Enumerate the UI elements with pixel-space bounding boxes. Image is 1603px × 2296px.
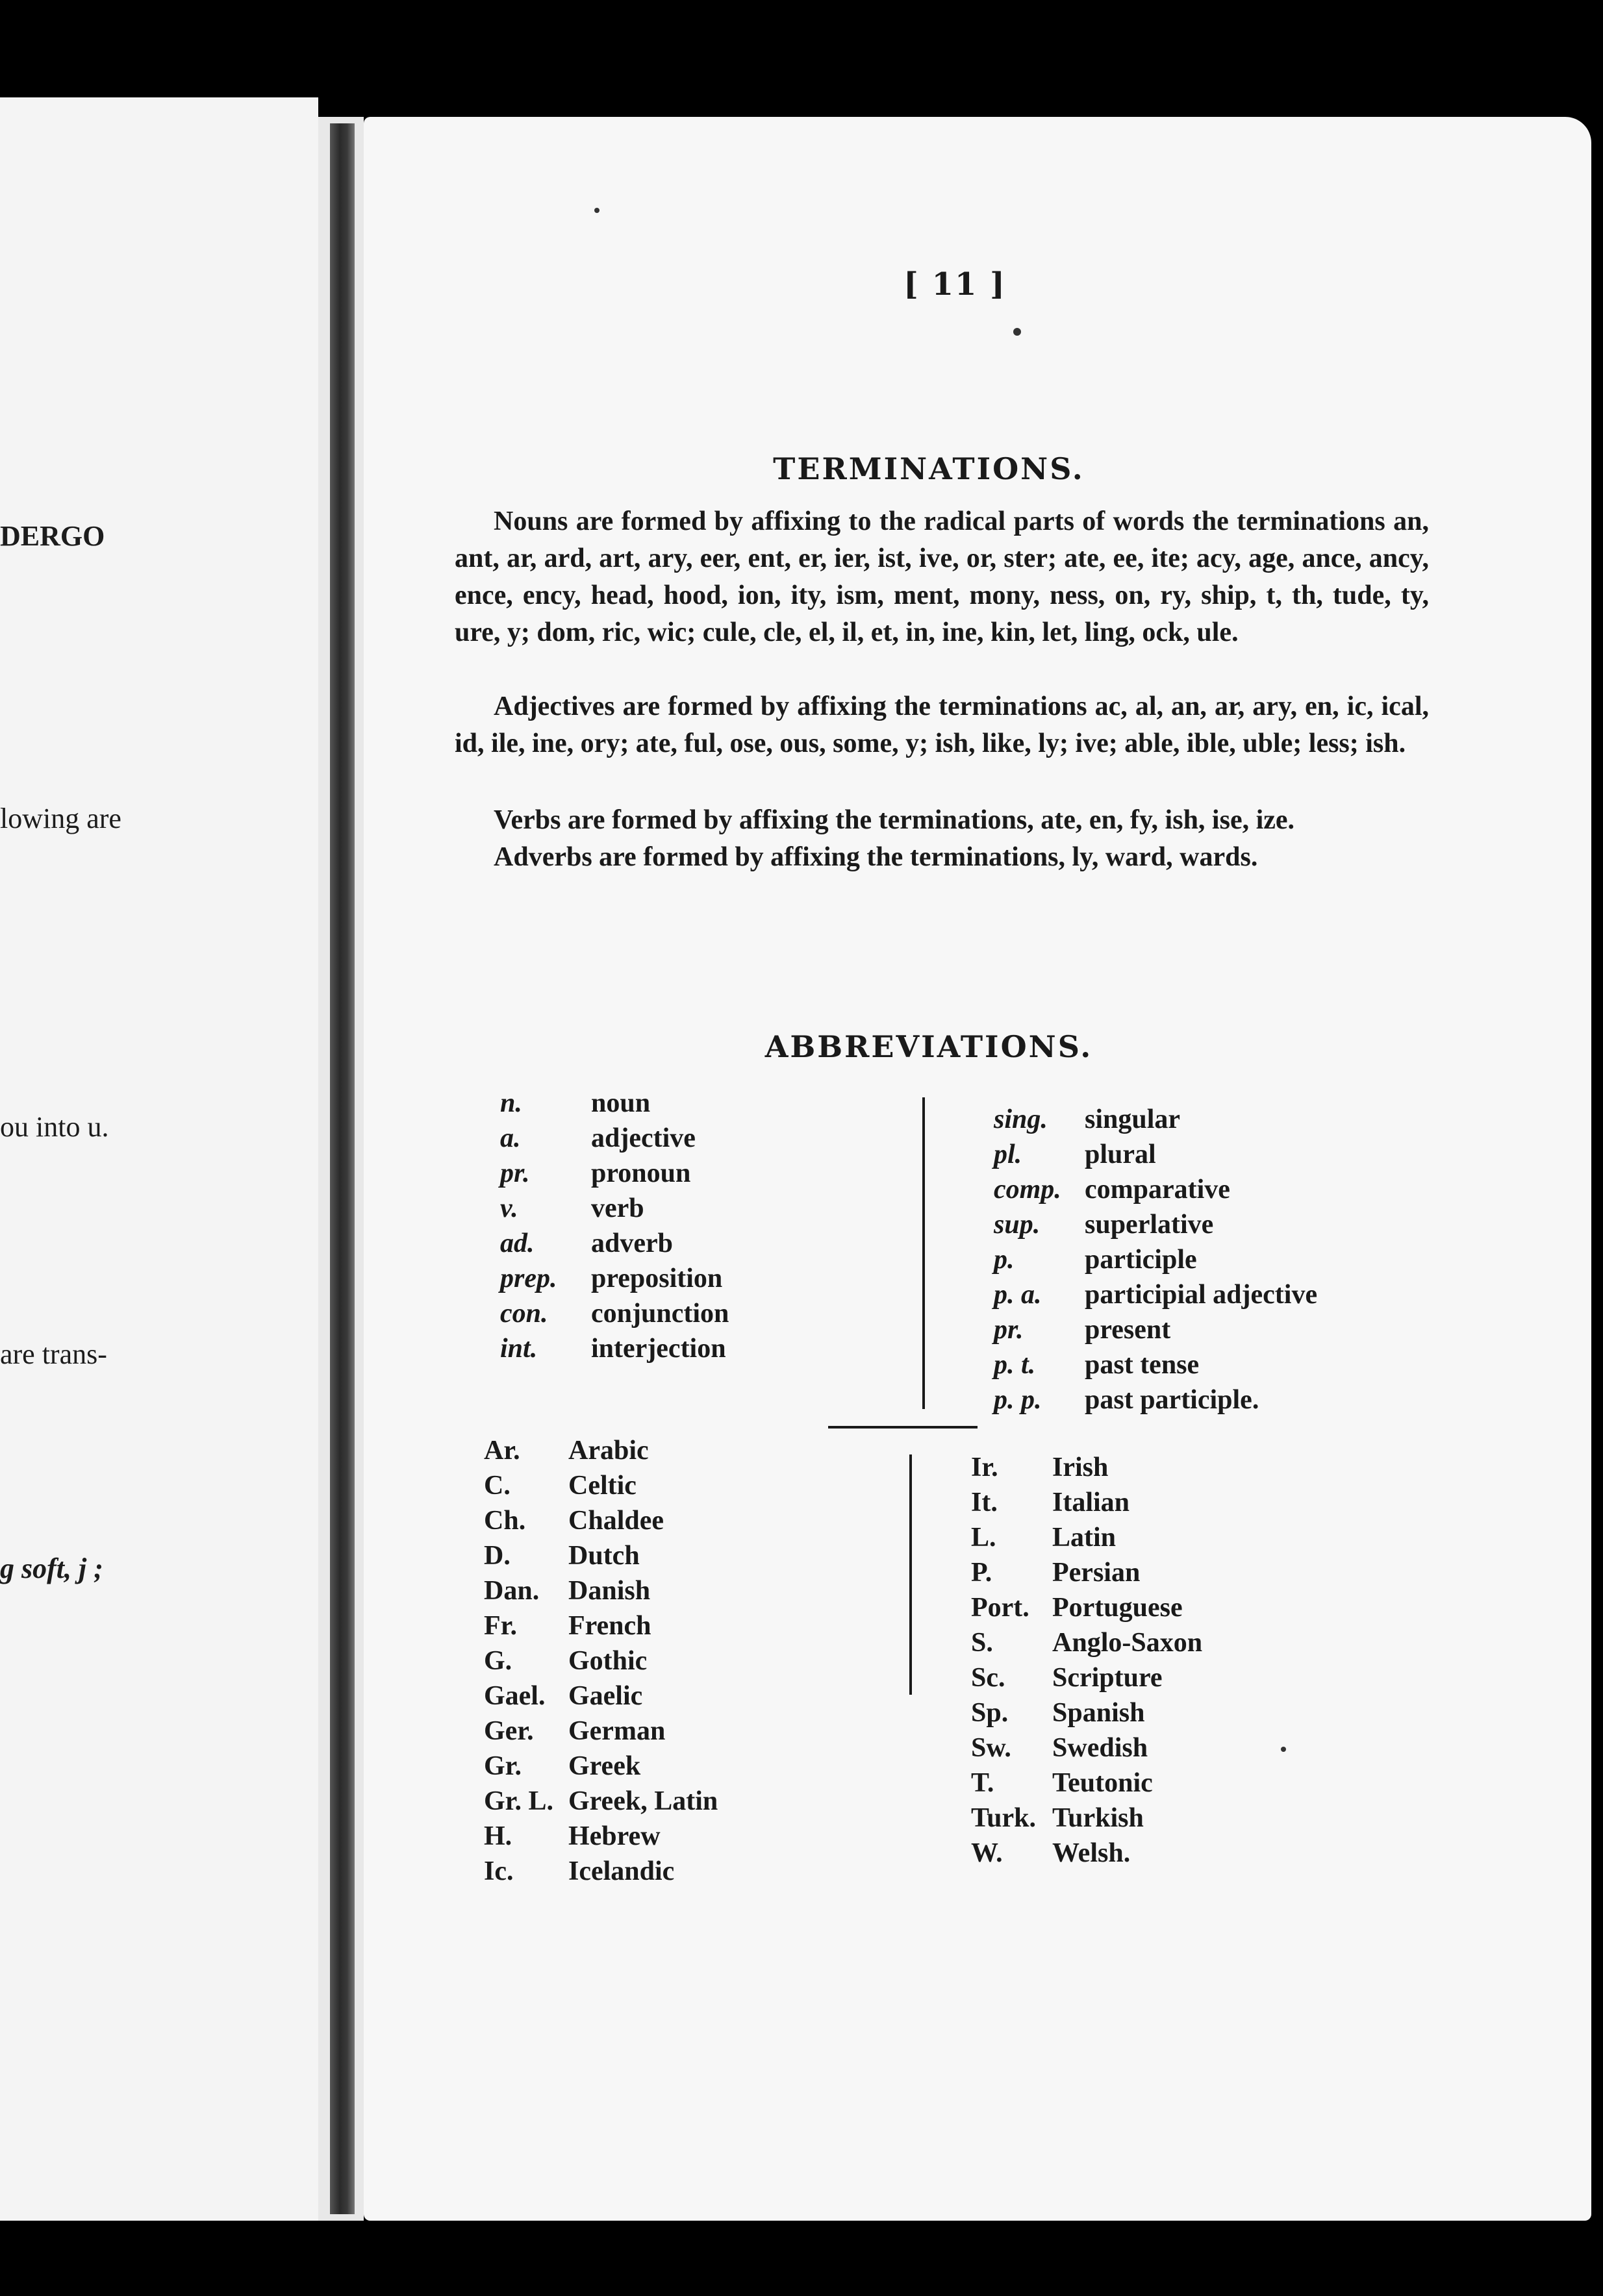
nouns-text: Nouns are formed by affixing to the radical parts of words the terminations an, ant, ar, ard, art, ary, eer, ent, er, ier, ist, ive, or, ster; ate, ee, ite; acy, age, ance, ancy, ence, ency, head, hood, ion, ity, ism, ment, mony, ness, on, ry, ship, t, th, tude, ty, ure, y; dom, ric, wic; cule, cle, el, il, et, in, ine, kin, let, ling, ock, ule. bbox=[455, 506, 1429, 647]
left-page-fragment: lowing are bbox=[0, 803, 121, 834]
abbreviation-code: int. bbox=[500, 1334, 538, 1364]
abbreviation-row bbox=[484, 1610, 651, 1641]
page-number: [ 11 ] bbox=[903, 266, 1006, 303]
abbreviation-row bbox=[500, 1158, 690, 1189]
abbreviation-code: Ic. bbox=[484, 1856, 514, 1886]
abbreviation-code: p. bbox=[994, 1245, 1015, 1275]
section-divider bbox=[828, 1426, 978, 1429]
abbreviation-code: pl. bbox=[994, 1140, 1022, 1169]
abbreviation-meaning: Swedish bbox=[1052, 1733, 1148, 1763]
abbreviation-code: sup. bbox=[994, 1210, 1041, 1240]
abbreviation-row bbox=[971, 1732, 1148, 1764]
abbreviation-code: H. bbox=[484, 1821, 512, 1851]
abbreviation-meaning: comparative bbox=[1085, 1175, 1230, 1204]
left-page-fragment: ou into u. bbox=[0, 1111, 109, 1143]
abbreviation-meaning: adverb bbox=[591, 1229, 673, 1258]
adjectives-paragraph bbox=[455, 688, 1429, 762]
abbreviation-code: Gr. bbox=[484, 1751, 522, 1781]
adverbs-paragraph bbox=[455, 839, 1429, 876]
abbreviation-code: comp. bbox=[994, 1175, 1061, 1204]
adjectives-text: Adjectives are formed by affixing the terminations ac, al, an, ar, ary, en, ic, ical, id, ile, ine, ory; ate, ful, ose, ous, some, y; ish, like, ly; ive; able, ible, uble; less; ish. bbox=[455, 692, 1429, 758]
abbreviation-row bbox=[971, 1522, 1116, 1553]
abbreviation-row bbox=[971, 1767, 1153, 1799]
abbreviation-meaning: verb bbox=[591, 1193, 644, 1223]
abbreviation-row bbox=[994, 1209, 1213, 1240]
abbreviation-code: p. t. bbox=[994, 1350, 1036, 1380]
abbreviation-meaning: Italian bbox=[1052, 1488, 1130, 1517]
abbreviation-row bbox=[484, 1716, 665, 1747]
abbreviation-meaning: superlative bbox=[1085, 1210, 1214, 1240]
abbreviation-code: D. bbox=[484, 1541, 511, 1571]
abbreviation-meaning: noun bbox=[591, 1088, 651, 1118]
abbreviation-code: a. bbox=[500, 1123, 521, 1153]
abbreviation-row bbox=[971, 1662, 1163, 1693]
abbreviation-meaning: participle bbox=[1085, 1245, 1197, 1275]
abbreviation-row bbox=[500, 1123, 696, 1154]
abbreviation-row bbox=[500, 1298, 729, 1329]
abbreviation-meaning: Teutonic bbox=[1052, 1768, 1153, 1798]
abbreviation-meaning: conjunction bbox=[591, 1299, 729, 1329]
abbreviation-code: con. bbox=[500, 1299, 548, 1329]
abbreviation-code: p. p. bbox=[994, 1385, 1042, 1415]
abbreviation-meaning: Anglo-Saxon bbox=[1052, 1628, 1203, 1658]
abbreviation-code: S. bbox=[971, 1628, 993, 1658]
abbreviation-meaning: plural bbox=[1085, 1140, 1156, 1169]
abbreviation-code: ad. bbox=[500, 1229, 535, 1258]
abbreviation-row bbox=[971, 1838, 1130, 1869]
ink-speck bbox=[1281, 1747, 1286, 1752]
abbreviation-meaning: interjection bbox=[591, 1334, 726, 1364]
abbreviation-row bbox=[484, 1505, 664, 1536]
abbreviation-row bbox=[484, 1470, 637, 1501]
abbreviation-row bbox=[500, 1263, 722, 1294]
column-divider bbox=[909, 1454, 912, 1695]
abbreviation-code: Ch. bbox=[484, 1506, 526, 1536]
abbreviation-meaning: Gaelic bbox=[568, 1681, 643, 1711]
abbreviation-code: It. bbox=[971, 1488, 998, 1517]
abbreviation-row bbox=[484, 1435, 649, 1466]
abbreviation-row bbox=[994, 1314, 1170, 1345]
abbreviation-meaning: Latin bbox=[1052, 1523, 1117, 1553]
abbreviation-meaning: past participle. bbox=[1085, 1385, 1259, 1415]
abbreviation-meaning: Scripture bbox=[1052, 1663, 1163, 1693]
left-page-fragment: DERGO bbox=[0, 520, 105, 552]
abbreviation-row bbox=[994, 1349, 1199, 1380]
abbreviation-meaning: Hebrew bbox=[568, 1821, 661, 1851]
abbreviation-code: C. bbox=[484, 1471, 511, 1501]
abbreviation-meaning: Chaldee bbox=[568, 1506, 664, 1536]
abbreviation-code: sing. bbox=[994, 1104, 1048, 1134]
abbreviation-code: Gr. L. bbox=[484, 1786, 553, 1816]
abbreviation-row bbox=[484, 1821, 661, 1852]
abbreviation-row bbox=[971, 1592, 1183, 1623]
abbreviation-meaning: Portuguese bbox=[1052, 1593, 1183, 1623]
abbreviation-code: T. bbox=[971, 1768, 994, 1798]
ink-speck bbox=[594, 208, 600, 213]
abbreviation-code: Sw. bbox=[971, 1733, 1011, 1763]
abbreviation-code: Port. bbox=[971, 1593, 1029, 1623]
abbreviation-meaning: Welsh. bbox=[1052, 1838, 1131, 1868]
abbreviation-code: Sc. bbox=[971, 1663, 1005, 1693]
abbreviation-row bbox=[971, 1557, 1140, 1588]
terminations-heading: TERMINATIONS. bbox=[773, 451, 1085, 486]
abbreviations-heading: ABBREVIATIONS. bbox=[764, 1029, 1093, 1064]
nouns-paragraph bbox=[455, 503, 1429, 651]
abbreviation-meaning: Irish bbox=[1052, 1453, 1109, 1482]
verbs-paragraph bbox=[455, 802, 1429, 839]
ink-speck bbox=[1013, 328, 1021, 336]
abbreviation-row bbox=[971, 1487, 1130, 1518]
abbreviation-meaning: pronoun bbox=[591, 1158, 691, 1188]
abbreviation-code: Gael. bbox=[484, 1681, 546, 1711]
abbreviation-meaning: adjective bbox=[591, 1123, 696, 1153]
abbreviation-meaning: Persian bbox=[1052, 1558, 1141, 1588]
abbreviation-row bbox=[994, 1174, 1230, 1205]
verbs-text: Verbs are formed by affixing the terminations, ate, en, fy, ish, ise, ize. bbox=[494, 805, 1295, 835]
abbreviation-meaning: Greek, Latin bbox=[568, 1786, 718, 1816]
abbreviation-code: pr. bbox=[500, 1158, 530, 1188]
abbreviation-meaning: Greek bbox=[568, 1751, 641, 1781]
abbreviation-row bbox=[971, 1452, 1108, 1483]
abbreviation-meaning: Dutch bbox=[568, 1541, 640, 1571]
left-page-fragment: g soft, j ; bbox=[0, 1553, 103, 1584]
abbreviation-row bbox=[500, 1333, 726, 1364]
abbreviation-code: G. bbox=[484, 1646, 512, 1676]
abbreviation-meaning: French bbox=[568, 1611, 651, 1641]
abbreviation-meaning: Celtic bbox=[568, 1471, 637, 1501]
abbreviation-code: Turk. bbox=[971, 1803, 1037, 1833]
abbreviation-row bbox=[994, 1279, 1317, 1310]
abbreviation-row bbox=[971, 1627, 1202, 1658]
abbreviation-meaning: German bbox=[568, 1716, 666, 1746]
abbreviation-row bbox=[971, 1697, 1144, 1728]
left-page-fragment: are trans- bbox=[0, 1338, 107, 1370]
abbreviation-meaning: Icelandic bbox=[568, 1856, 675, 1886]
abbreviation-code: p. a. bbox=[994, 1280, 1042, 1310]
abbreviation-meaning: participial adjective bbox=[1085, 1280, 1318, 1310]
abbreviation-row bbox=[484, 1645, 647, 1677]
abbreviation-meaning: singular bbox=[1085, 1104, 1181, 1134]
book-spine bbox=[330, 123, 355, 2214]
abbreviation-meaning: past tense bbox=[1085, 1350, 1200, 1380]
abbreviation-meaning: Turkish bbox=[1052, 1803, 1144, 1833]
abbreviation-meaning: Arabic bbox=[568, 1436, 649, 1466]
abbreviation-code: Ger. bbox=[484, 1716, 534, 1746]
abbreviation-row bbox=[484, 1751, 640, 1782]
abbreviation-meaning: Spanish bbox=[1052, 1698, 1145, 1728]
abbreviation-meaning: Danish bbox=[568, 1576, 651, 1606]
abbreviation-code: Ir. bbox=[971, 1453, 998, 1482]
abbreviation-code: prep. bbox=[500, 1264, 557, 1293]
abbreviation-row bbox=[994, 1384, 1259, 1416]
abbreviation-row bbox=[500, 1193, 644, 1224]
abbreviation-meaning: preposition bbox=[591, 1264, 723, 1293]
abbreviation-row bbox=[484, 1575, 650, 1606]
abbreviation-code: Fr. bbox=[484, 1611, 517, 1641]
abbreviation-code: pr. bbox=[994, 1315, 1024, 1345]
abbreviation-code: Ar. bbox=[484, 1436, 520, 1466]
adverbs-text: Adverbs are formed by affixing the terminations, ly, ward, wards. bbox=[494, 842, 1258, 872]
abbreviation-meaning: present bbox=[1085, 1315, 1171, 1345]
abbreviation-row bbox=[484, 1540, 640, 1571]
abbreviation-row bbox=[500, 1088, 650, 1119]
abbreviation-row bbox=[484, 1856, 674, 1887]
abbreviation-code: Sp. bbox=[971, 1698, 1009, 1728]
abbreviation-meaning: Gothic bbox=[568, 1646, 648, 1676]
abbreviation-code: Dan. bbox=[484, 1576, 540, 1606]
abbreviation-row bbox=[994, 1244, 1197, 1275]
abbreviation-code: n. bbox=[500, 1088, 522, 1118]
abbreviation-code: W. bbox=[971, 1838, 1003, 1868]
abbreviation-code: P. bbox=[971, 1558, 992, 1588]
abbreviation-code: v. bbox=[500, 1193, 518, 1223]
abbreviation-row bbox=[484, 1680, 642, 1712]
abbreviation-row bbox=[484, 1786, 718, 1817]
column-divider bbox=[922, 1097, 925, 1409]
left-facing-page bbox=[0, 97, 318, 2221]
abbreviation-row bbox=[994, 1139, 1156, 1170]
abbreviation-code: L. bbox=[971, 1523, 996, 1553]
abbreviation-row bbox=[994, 1104, 1180, 1135]
abbreviation-row bbox=[971, 1803, 1144, 1834]
abbreviation-row bbox=[500, 1228, 673, 1259]
